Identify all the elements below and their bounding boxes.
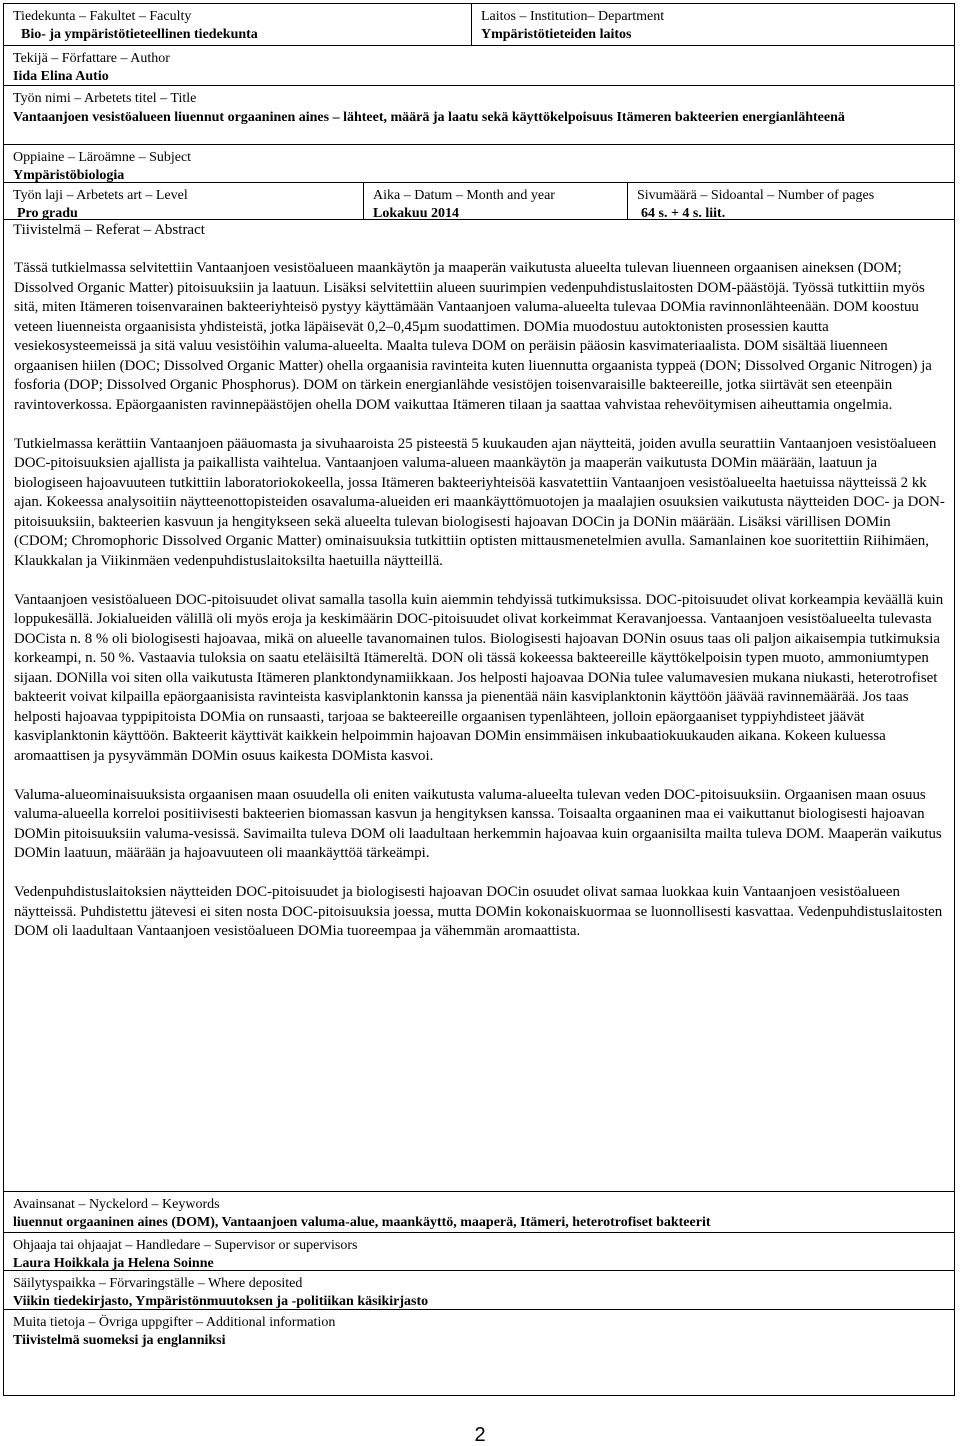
date-cell (364, 183, 628, 219)
supervisor-row (4, 1233, 954, 1271)
department-cell (472, 4, 954, 45)
keywords-label: Avainsanat – Nyckelord – Keywords (13, 1197, 220, 1212)
page-number: 2 (474, 1424, 486, 1446)
author-value: Iida Elina Autio (13, 69, 109, 84)
abstract-paragraph-4: Valuma-alueominaisuuksista orgaanisen maan osuudella oli eniten vaikutusta valuma-alueelta tulevan veden DOC-pitoisuuksiin. Orgaanisen maan osuus valuma-alueella korreloi positiivisesti bakteerien biomassan kasvun ja hengityksen kanssa. Toisaalta orgaaninen maa ei vaikuttanut biologisesti hajoavan DOMin pitoisuuksiin valuma-vesissä. Savimailta tuleva DOM oli laadultaan herkemmin hajoavaa kuin orgaanisilta mailta tuleva DOM. Maaperän vaikutus DOMin laatuun, määrään ja hajoavuuteen oli maankäyttöä tärkeämpi. (14, 786, 942, 861)
additional-info-label: Muita tietoja – Övriga uppgifter – Additional information (13, 1315, 336, 1330)
subject-row (4, 145, 954, 183)
abstract-paragraph-2: Tutkielmassa kerättiin Vantaanjoen pääuomasta ja sivuhaaroista 25 pisteestä 5 kuukauden ajan näytteitä, joiden avulla seurattiin Vantaanjoen vesistöalueen DOC-pitoisuuksien ajallista ja paikallista vaihtelua. Vantaanjoen valuma-alueen maankäytön ja maaperän vaikutusta DOMin määrään, laatuun ja biologiseen hajoavuuteen tutkittiin laboratoriokokeella, jossa Itämeren bakteeriyhteisöä kasvatettiin Vantaanjoen vesistöalueelta haetuissa näytteissä 2 kk ajan. Kokeessa analysoitiin näytteenottopisteiden osavaluma-alueiden eri maankäyttömuotojen ja maalajien osuuksien vaikutusta näytteiden DOC- ja DON-pitoisuuksiin, bakteerien kasvuun ja hengitykseen sekä alueelta tulevan biologisesti hajoavan DOCin ja DONin määrään. Lisäksi värillisen DOMin (CDOM; Chromophoric Dissolved Organic Matter) ominaisuuksia tutkittiin optisten mittausmenetelmien avulla. Samanlainen koe suoritettiin Riihimäen, Klaukkalan ja Viikinmäen vedenpuhdistuslaitoksilta haetuilla näytteillä. (14, 435, 945, 569)
abstract-paragraph-5: Vedenpuhdistuslaitoksien näytteiden DOC-pitoisuudet ja biologisesti hajoavan DOCin osuudet olivat samaa luokkaa kuin Vantaanjoen vesistöalueen näytteissä. Puhdistettu jätevesi ei siten nosta DOC-pitoisuuksia joessa, mutta DOMin kokonaiskuormaa se luonnollisesti kasvattaa. Vedenpuhdistuslaitosten DOM oli laadultaan Vantaanjoen vesistöalueen DOMia tuoreempaa ja vähemmän aromaattista. (14, 884, 943, 939)
faculty-cell (4, 4, 472, 45)
faculty-value: Bio- ja ympäristötieteellinen tiedekunta (21, 27, 258, 42)
author-label: Tekijä – Författare – Author (13, 51, 170, 66)
pages-value: 64 s. + 4 s. liit. (641, 206, 726, 221)
abstract-body (14, 259, 948, 961)
department-value: Ympäristötieteiden laitos (481, 27, 632, 42)
supervisor-label: Ohjaaja tai ohjaajat – Handledare – Supervisor or supervisors (13, 1238, 358, 1253)
deposited-value: Viikin tiedekirjasto, Ympäristönmuutoksen ja -politiikan käsikirjasto (13, 1294, 429, 1309)
additional-info-cell (4, 1310, 954, 1395)
keywords-row (4, 1191, 954, 1233)
abstract-paragraph-3: Vantaanjoen vesistöalueen DOC-pitoisuudet olivat samalla tasolla kuin aiemmin tehdyissä tutkimuksissa. DOC-pitoisuudet olivat korkeampia keväällä kuin loppukesällä. Jokialueiden välillä oli myös eroja ja keskimäärin DOC-pitoisuudet olivat korkeimmat Keravanjoessa. Vantaanjoen vesistöalueelta tulevasta DOCista n. 8 % oli biologisesti hajoavaa, mikä on alueelle tavanomainen tulos. Biologisesti hajoavan DONin osuus taas oli paljon aikaisempia tutkimuksia korkeampi, n. 50 %. Vastaavia tuloksia on saatu eteläisiltä Itämereltä. DON oli tässä kokeessa bakteereille käyttökelpoisin typen muoto, ammoniumtypen sijaan. DONilla voi siten olla vaikutusta Itämeren planktondynamiikkaan. Jos helposti hajoavaa DONia tulee valumavesien mukana niukasti, heterotrofiset bakteerit voivat kilpailla epäorgaanisista ravinteista kasviplanktonin kanssa ja pienentää näin kasviplanktonin käyttöön jäävää ravinnemäärää. Jos taas helposti hajoavaa typpipitoista DOMia on runsaasti, tarjoaa se bakteereille orgaanisen typenlähteen, jolloin epäorgaaniset typpiyhdisteet jäävät kasviplanktonin käyttöön. Bakteerit käyttivät kaikkein helpoimmin hajoavan DOMin ensimmäisen inkubaatiokuukauden aikana. Kokeen kuluessa aromaattisen ja pysyvämmän DOMin osuus kaikesta DOMista kasvoi. (14, 591, 944, 764)
level-value: Pro gradu (17, 206, 78, 221)
deposited-label: Säilytyspaikka – Förvaringställe – Where deposited (13, 1276, 303, 1291)
additional-info-row (4, 1310, 954, 1395)
author-row (4, 46, 954, 86)
supervisor-value: Laura Hoikkala ja Helena Soinne (13, 1256, 214, 1271)
additional-info-value: Tiivistelmä suomeksi ja englanniksi (13, 1333, 226, 1348)
deposited-row (4, 1271, 954, 1310)
title-row (4, 86, 954, 145)
date-value: Lokakuu 2014 (373, 206, 459, 221)
level-cell (4, 183, 364, 219)
subject-value: Ympäristöbiologia (13, 168, 125, 183)
abstract-label: Tiivistelmä – Referat – Abstract (13, 222, 205, 238)
abstract-paragraph-1: Tässä tutkielmassa selvitettiin Vantaanjoen vesistöalueen maankäytön ja maaperän vaikutusta alueelta tulevan liuenneen orgaanisen aineksen (DOM; Dissolved Organic Matter) pitoisuuksiin ja laatuun. Lisäksi selvitettiin alueen suurimpien vedenpuhdistuslaitosten DOM-päästöjä. Työssä tutkittiin myös sitä, miten Itämeren toisenvarainen bakteeriyhteisö pystyy käyttämään Vantaanjoen valuma-alueelta tulevaa DOMia ravinnonlähteenään. DOM koostuu veteen liuenneista orgaanisista yhdisteistä, jotka läpäisevät 0,2–0,45µm suodattimen. DOMia muodostuu autoktonisten prosessien kautta vesiekosysteemeissä ja sitä valuu vesistöihin valuma-alueelta. Maalta tuleva DOM on peräisin pääosin kasvimateriaalista. DOM sisältää liuenneen orgaanisen hiilen (DOC; Dissolved Organic Matter) ohella orgaanisia ravinteita kuten liuennutta orgaanista typpeä (DON; Dissolved Organic Nitrogen) ja fosforia (DOP; Dissolved Organic Phosphorus). DOM on tärkein energianlähde vesistöjen toisenvaraisille bakteereille, jotka siirtävät sen eteenpäin ravintoverkossa. Epäorgaanisten ravinnepäästöjen ohella DOM vaikuttaa Itämeren tilaan ja saattaa vahvistaa rehevöitymisen aiheuttamia ongelmia. (14, 260, 932, 413)
subject-cell (4, 145, 954, 182)
thesis-abstract-form (3, 3, 955, 1396)
title-cell (4, 86, 954, 144)
pages-label: Sivumäärä – Sidoantal – Number of pages (637, 188, 875, 203)
subject-label: Oppiaine – Läroämne – Subject (13, 150, 192, 165)
faculty-department-row (4, 4, 954, 46)
deposited-cell (4, 1271, 954, 1309)
pages-cell (628, 183, 954, 219)
department-label: Laitos – Institution– Department (481, 9, 665, 24)
date-label: Aika – Datum – Month and year (373, 188, 555, 203)
author-cell (4, 46, 954, 85)
supervisor-cell (4, 1233, 954, 1270)
faculty-label: Tiedekunta – Fakultet – Faculty (13, 9, 192, 24)
level-date-pages-row (4, 183, 954, 220)
thesis-title: Vantaanjoen vesistöalueen liuennut orgaaninen aines – lähteet, määrä ja laatu sekä käyttökelpoisuus Itämeren bakteerien energianlähteenä (13, 110, 845, 125)
title-label: Työn nimi – Arbetets titel – Title (13, 91, 197, 106)
keywords-cell (4, 1192, 954, 1232)
keywords-value: liuennut orgaaninen aines (DOM), Vantaanjoen valuma-alue, maankäyttö, maaperä, Itämeri, heterotrofiset bakteerit (13, 1215, 711, 1230)
level-label: Työn laji – Arbetets art – Level (13, 188, 188, 203)
